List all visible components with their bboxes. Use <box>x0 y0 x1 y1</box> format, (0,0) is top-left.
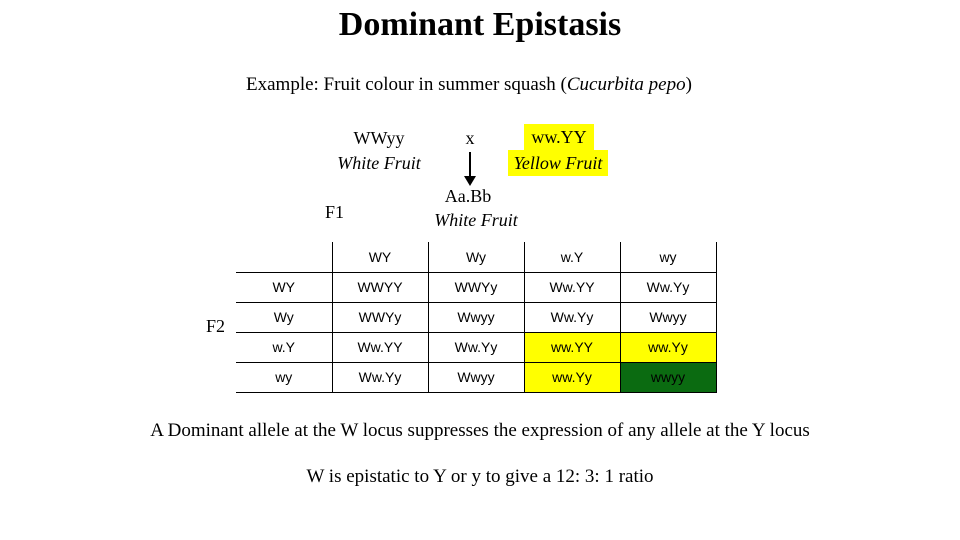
species-name: Cucurbita pepo <box>566 74 686 95</box>
f1-label: F1 <box>325 202 345 222</box>
punnett-header-row <box>236 242 716 272</box>
punnett-row <box>236 362 716 392</box>
punnett-cell: Ww.Yy <box>428 332 524 362</box>
punnett-row <box>236 332 716 362</box>
parent1-genotype: WWyy <box>353 128 405 148</box>
punnett-square <box>236 242 717 393</box>
f1-phenotype: White Fruit <box>434 210 518 230</box>
punnett-cell: WWYY <box>332 272 428 302</box>
punnett-cell-yellow: ww.YY <box>524 332 620 362</box>
arrow-down-icon <box>464 176 476 186</box>
row-header: Wy <box>236 302 332 332</box>
f2-label: F2 <box>206 316 226 336</box>
punnett-cell: Ww.Yy <box>620 272 716 302</box>
row-header: wy <box>236 362 332 392</box>
col-header: Wy <box>428 242 524 272</box>
example-suffix: ) <box>685 74 692 95</box>
parent2-phenotype: Yellow Fruit <box>508 150 608 176</box>
punnett-row <box>236 272 716 302</box>
parent2-genotype: ww.YY <box>524 124 594 150</box>
punnett-cell: Ww.Yy <box>524 302 620 332</box>
punnett-cell-yellow: ww.Yy <box>524 362 620 392</box>
punnett-cell: Wwyy <box>428 362 524 392</box>
parent1-phenotype: White Fruit <box>337 153 421 173</box>
punnett-cell-yellow: ww.Yy <box>620 332 716 362</box>
punnett-cell: Ww.YY <box>332 332 428 362</box>
arrow-shaft <box>469 152 471 178</box>
col-header: WY <box>332 242 428 272</box>
punnett-corner <box>236 242 332 272</box>
punnett-cell: Ww.YY <box>524 272 620 302</box>
f1-genotype: Aa.Bb <box>444 186 492 206</box>
page-title: Dominant Epistasis <box>338 6 622 43</box>
punnett-row <box>236 302 716 332</box>
col-header: w.Y <box>524 242 620 272</box>
example-line <box>246 74 692 96</box>
row-header: w.Y <box>236 332 332 362</box>
punnett-cell: Wwyy <box>428 302 524 332</box>
punnett-cell: WWYy <box>332 302 428 332</box>
row-header: WY <box>236 272 332 302</box>
punnett-cell: WWYy <box>428 272 524 302</box>
example-prefix: Example: Fruit colour in summer squash ( <box>246 74 567 95</box>
conclusion-text: A Dominant allele at the W locus suppresses the expression of any allele at the Y locus <box>150 420 810 441</box>
punnett-cell: Ww.Yy <box>332 362 428 392</box>
ratio-text: W is epistatic to Y or y to give a 12: 3: 1 ratio <box>306 466 654 487</box>
punnett-cell-green: wwyy <box>620 362 716 392</box>
punnett-cell: Wwyy <box>620 302 716 332</box>
col-header: wy <box>620 242 716 272</box>
cross-symbol: x <box>465 128 475 148</box>
